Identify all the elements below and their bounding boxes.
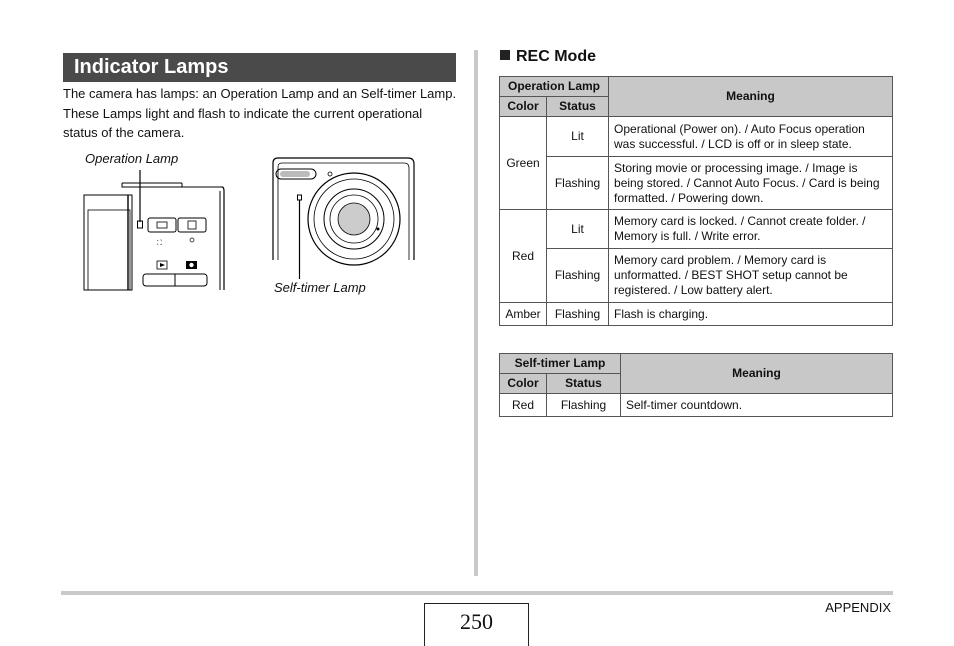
rec-mode-heading-text: REC Mode [516, 48, 596, 65]
rec-mode-heading [500, 48, 596, 66]
meaning-cell: Flash is charging. [609, 303, 893, 326]
meaning-header: Meaning [621, 354, 893, 394]
color-cell: Amber [500, 303, 547, 326]
status-cell: Lit [547, 210, 609, 249]
status-cell: Flashing [547, 303, 609, 326]
column-divider [474, 50, 478, 576]
status-cell: Flashing [547, 249, 609, 303]
selftimer-lamp-header: Self-timer Lamp [500, 354, 621, 374]
color-header: Color [500, 374, 547, 394]
meaning-cell: Operational (Power on). / Auto Focus operation was successful. / LCD is off or in sleep state. [609, 117, 893, 157]
operation-lamp-header: Operation Lamp [500, 77, 609, 97]
section-label: APPENDIX [825, 600, 891, 615]
operation-lamp-table [499, 76, 893, 326]
operation-lamp-callout: Operation Lamp [85, 151, 179, 166]
status-header: Status [547, 97, 609, 117]
status-header: Status [547, 374, 621, 394]
table-row [500, 117, 893, 157]
meaning-cell: Memory card problem. / Memory card is unformatted. / BEST SHOT setup cannot be registered. / Low battery alert. [609, 249, 893, 303]
svg-text:⛶: ⛶ [157, 239, 162, 247]
meaning-header: Meaning [609, 77, 893, 117]
footer-rule [61, 591, 893, 595]
status-cell: Flashing [547, 394, 621, 417]
meaning-cell: Self-timer countdown. [621, 394, 893, 417]
page-number: 250 [424, 603, 529, 646]
selftimer-lamp-table [499, 353, 893, 417]
section-title: Indicator Lamps [63, 53, 456, 82]
table-row [500, 157, 893, 210]
meaning-cell: Storing movie or processing image. / Image is being stored. / Cannot Auto Focus. / Card is being formatted. / Powering down. [609, 157, 893, 210]
camera-back-illustration [80, 165, 230, 293]
color-cell: Red [500, 210, 547, 303]
table-row [500, 210, 893, 249]
intro-paragraph: The camera has lamps: an Operation Lamp and an Self-timer Lamp. These Lamps light and flash to indicate the current operational status of the camera. [63, 86, 457, 140]
camera-front-illustration [268, 155, 420, 279]
meaning-cell: Memory card is locked. / Cannot create folder. / Memory is full. / Write error. [609, 210, 893, 249]
table-row [500, 394, 893, 417]
square-bullet-icon [500, 50, 510, 60]
status-cell: Lit [547, 117, 609, 157]
color-cell: Green [500, 117, 547, 210]
table-row [500, 303, 893, 326]
color-cell: Red [500, 394, 547, 417]
color-header: Color [500, 97, 547, 117]
selftimer-lamp-callout: Self-timer Lamp [274, 280, 366, 295]
status-cell: Flashing [547, 157, 609, 210]
table-row [500, 249, 893, 303]
